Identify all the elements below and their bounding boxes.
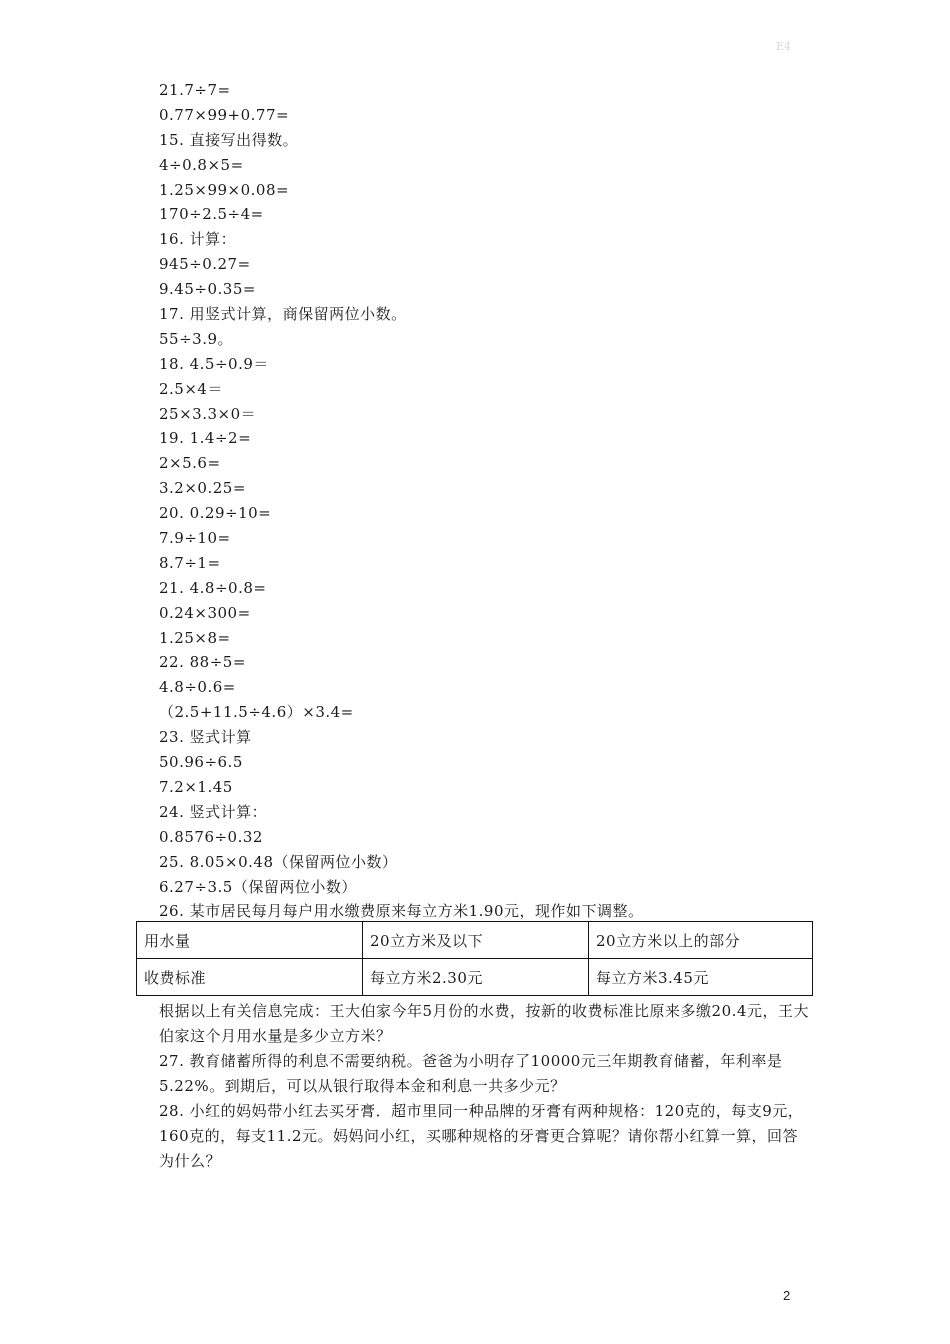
table-cell: 收费标准: [137, 959, 363, 996]
exercise-line: 3.2×0.25=: [159, 479, 246, 498]
watermark: E4: [776, 40, 792, 53]
exercise-line: 21.7÷7=: [159, 81, 231, 99]
page-number: 2: [783, 1288, 791, 1303]
question-heading: 18. 4.5÷0.9＝: [159, 354, 269, 373]
table-cell: 20立方米及以下: [363, 922, 589, 959]
exercise-line: （2.5+11.5÷4.6）×3.4=: [159, 703, 354, 722]
question-heading: 19. 1.4÷2=: [159, 429, 252, 448]
exercise-line: 55÷3.9。: [159, 329, 234, 348]
question-heading: 25. 8.05×0.48（保留两位小数）: [159, 852, 398, 871]
exercise-line: 0.24×300=: [159, 603, 251, 622]
exercise-line: 9.45÷0.35=: [159, 280, 256, 299]
table-cell: 每立方米2.30元: [363, 959, 589, 996]
exercise-line: 0.77×99+0.77=: [159, 105, 290, 124]
exercise-line: 170÷2.5÷4=: [159, 205, 264, 224]
problem-26-question: 根据以上有关信息完成：王大伯家今年5月份的水费，按新的收费标准比原来多缴20.4元，王大伯家这个月用水量是多少立方米？: [159, 1002, 809, 1045]
question-heading: 22. 88÷5=: [159, 653, 246, 672]
question-heading: 20. 0.29÷10=: [159, 504, 272, 523]
exercise-line: 25×3.3×0＝: [159, 404, 257, 423]
question-heading: 21. 4.8÷0.8=: [159, 578, 267, 597]
question-heading: 26. 某市居民每月每户用水缴费原来每立方米1.90元，现作如下调整。: [159, 902, 644, 921]
exercise-line: 945÷0.27=: [159, 255, 251, 274]
question-heading: 17. 用竖式计算，商保留两位小数。: [159, 305, 407, 324]
word-problems: [159, 999, 813, 1174]
table-row: [137, 922, 813, 959]
table-cell: 用水量: [137, 922, 363, 959]
exercise-line: 4÷0.8×5=: [159, 155, 244, 174]
exercise-line: 50.96÷6.5: [159, 753, 243, 772]
exercise-line: 0.8576÷0.32: [159, 827, 263, 846]
exercise-line: 7.2×1.45: [159, 777, 233, 796]
exercise-line: 4.8÷0.6=: [159, 678, 236, 697]
problem-28: 28. 小红的妈妈带小红去买牙膏．超市里同一种品牌的牙膏有两种规格：120克的，每支9元，160克的，每支11.2元。妈妈问小红，买哪种规格的牙膏更合算呢？请你帮小红算一算，回答为什么？: [159, 1102, 804, 1170]
table-cell: 20立方米以上的部分: [589, 922, 813, 959]
exercise-line: 1.25×8=: [159, 628, 231, 647]
exercise-line: 8.7÷1=: [159, 553, 221, 572]
question-heading: 15. 直接写出得数。: [159, 130, 299, 149]
exercise-line: 7.9÷10=: [159, 529, 231, 548]
question-heading: 24. 竖式计算：: [159, 802, 268, 821]
water-fee-table: [136, 921, 813, 996]
exercise-line: 2.5×4＝: [159, 379, 223, 398]
exercise-line: 6.27÷3.5（保留两位小数）: [159, 877, 357, 896]
table-cell: 每立方米3.45元: [589, 959, 813, 996]
exercise-line: 1.25×99×0.08=: [159, 180, 290, 199]
exercise-line: 2×5.6=: [159, 454, 221, 473]
exercise-list: [159, 78, 813, 924]
question-heading: 16. 计算：: [159, 230, 237, 249]
problem-27: 27. 教育储蓄所得的利息不需要纳税。爸爸为小明存了10000元三年期教育储蓄，年利率是5.22%。到期后，可以从银行取得本金和利息一共多少元？: [159, 1052, 783, 1095]
question-heading: 23. 竖式计算: [159, 728, 252, 747]
table-row: [137, 959, 813, 996]
